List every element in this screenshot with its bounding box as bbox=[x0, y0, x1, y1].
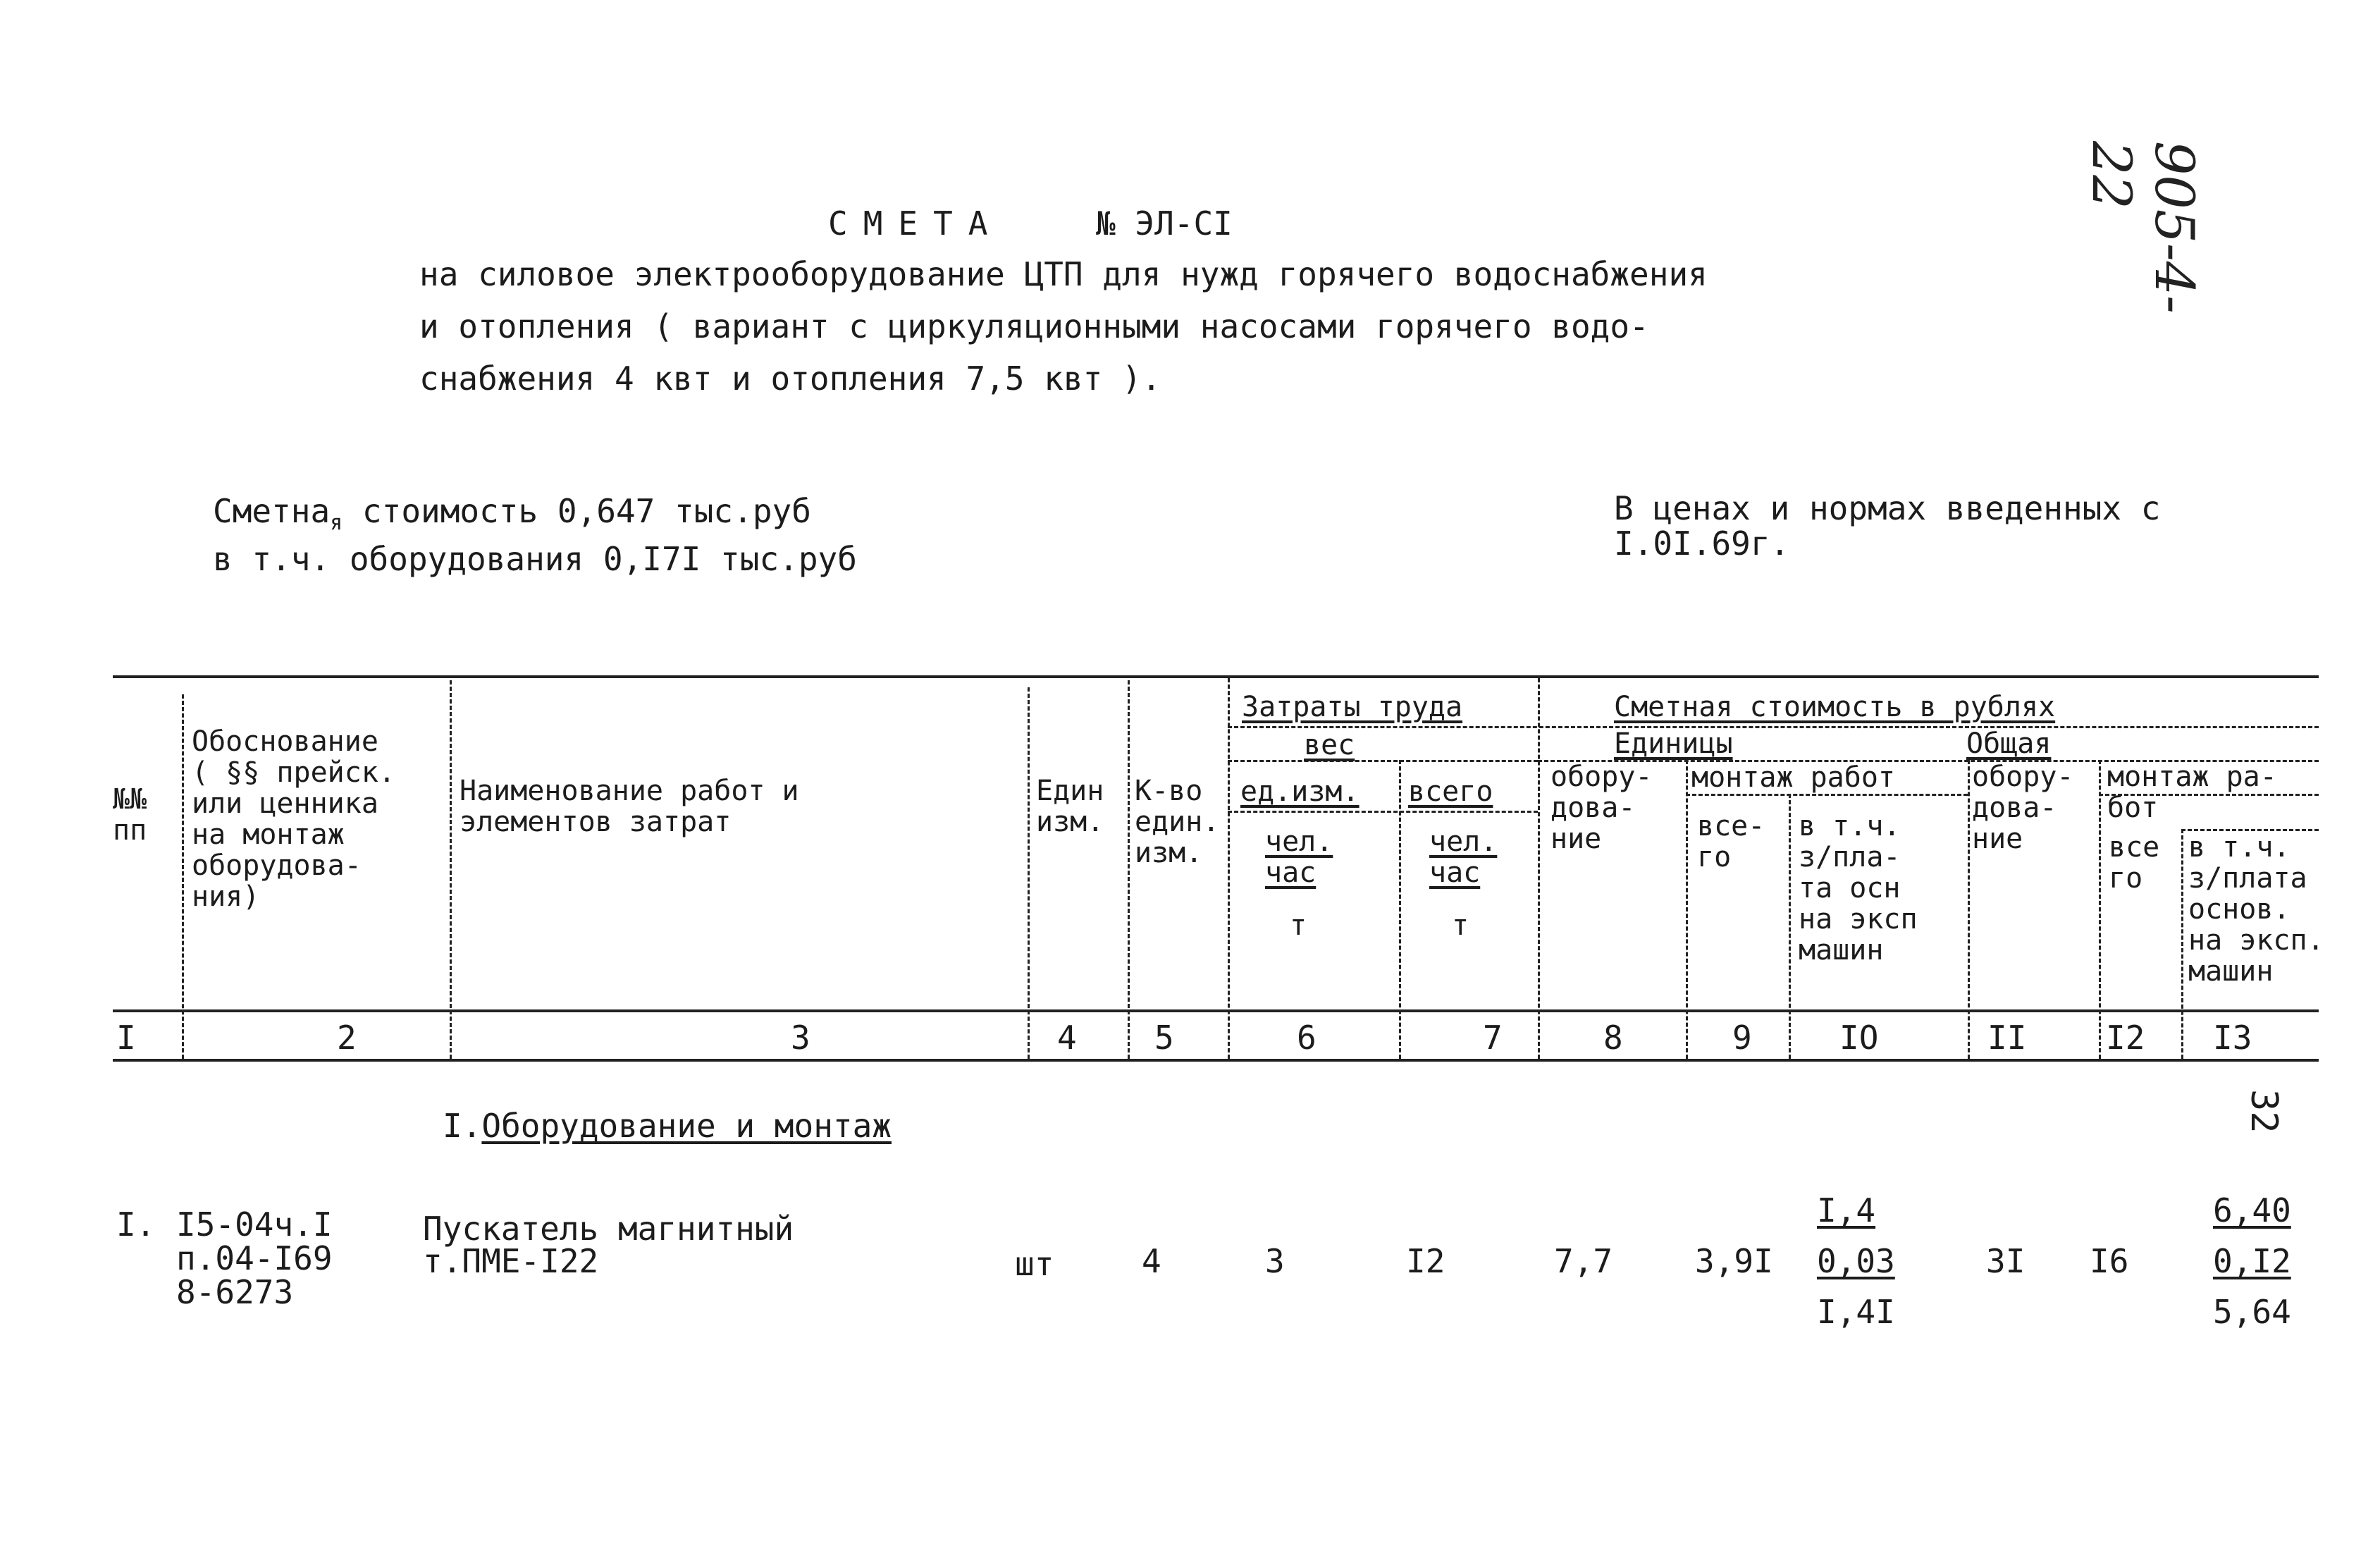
header-col-4: Един изм. bbox=[1036, 775, 1104, 838]
header-col-7: чел. час bbox=[1429, 825, 1498, 889]
prices-note-1: В ценах и нормах введенных с bbox=[1614, 489, 2161, 527]
row-basis-2: п.04-I69 bbox=[176, 1239, 333, 1277]
header-col-12: все го bbox=[2109, 831, 2160, 895]
row-c10-mid: 0,03 bbox=[1817, 1242, 1895, 1280]
estimated-cost-a: Сметна bbox=[213, 492, 331, 530]
header-col-10: в т.ч. з/пла- та осн на эксп машин bbox=[1799, 810, 1918, 966]
row-c13-bot: 5,64 bbox=[2213, 1293, 2291, 1331]
col-number-8: 8 bbox=[1603, 1019, 1623, 1057]
row-name-2: т.ПМЕ-I22 bbox=[423, 1242, 599, 1280]
col-number-1: I bbox=[116, 1019, 136, 1057]
row-c13-top: 6,40 bbox=[2213, 1191, 2291, 1229]
col-number-7: 7 bbox=[1483, 1019, 1503, 1057]
estimated-cost-b: стоимость 0,647 тыс.руб bbox=[343, 492, 811, 530]
prices-note-2: I.0I.69г. bbox=[1614, 524, 1790, 563]
header-col-13: в т.ч. з/плата основ. на эксп. машин bbox=[2188, 831, 2324, 988]
row-number: I. bbox=[116, 1205, 156, 1244]
header-col-7-t: т bbox=[1452, 909, 1469, 942]
col-number-10: IO bbox=[1839, 1019, 1879, 1057]
header-total: всего bbox=[1408, 775, 1493, 808]
row-basis-3: 8-6273 bbox=[176, 1273, 294, 1311]
row-mont-unit-total: 3,9I bbox=[1695, 1242, 1773, 1280]
section-number: I. bbox=[443, 1107, 482, 1145]
row-name-1: Пускатель магнитный bbox=[423, 1210, 794, 1248]
row-c10-bot: I,4I bbox=[1817, 1293, 1895, 1331]
doc-title: СМЕТА bbox=[828, 204, 1004, 242]
document-stamp: 905-4-22 bbox=[2080, 141, 2206, 314]
header-mont-total: монтаж ра- бот bbox=[2107, 761, 2277, 824]
col-number-6: 6 bbox=[1297, 1019, 1317, 1057]
header-weight: вес bbox=[1304, 729, 1355, 761]
row-equip-unit: 7,7 bbox=[1554, 1242, 1613, 1280]
estimated-cost bbox=[213, 492, 811, 535]
row-c13-mid: 0,I2 bbox=[2213, 1242, 2291, 1280]
header-total-cost: Общая bbox=[1966, 727, 2052, 760]
row-mont-total: I6 bbox=[2090, 1242, 2129, 1280]
header-col-11: обору- дова- ние bbox=[1972, 761, 2074, 855]
title-line-1: на силовое электрооборудование ЦТП для нужд горячего водоснабжения bbox=[419, 255, 1708, 293]
title-line-2: и отопления ( вариант с циркуляционными насосами горячего водо- bbox=[419, 307, 1649, 345]
section-heading bbox=[443, 1107, 892, 1145]
header-unit-cost: Единицы bbox=[1614, 727, 1733, 760]
row-unit: шт bbox=[1015, 1245, 1054, 1283]
col-number-12: I2 bbox=[2106, 1019, 2145, 1057]
header-col-5: К-во един. изм. bbox=[1135, 775, 1220, 869]
header-col-3: Наименование работ и элементов затрат bbox=[460, 775, 799, 838]
header-unit: ед.изм. bbox=[1240, 775, 1359, 808]
header-labor: Затраты труда bbox=[1242, 691, 1463, 723]
col-number-5: 5 bbox=[1154, 1019, 1174, 1057]
col-number-2: 2 bbox=[337, 1019, 357, 1057]
col-number-9: 9 bbox=[1732, 1019, 1752, 1057]
row-basis-1: I5-04ч.I bbox=[176, 1205, 333, 1244]
header-col-6-t: т bbox=[1290, 909, 1307, 942]
row-qty: 4 bbox=[1142, 1242, 1161, 1280]
col-number-11: II bbox=[1987, 1019, 2027, 1057]
equipment-cost: в т.ч. оборудования 0,I7I тыс.руб bbox=[213, 540, 857, 578]
header-col-1: №№ пп bbox=[113, 783, 147, 847]
row-labor-unit: 3 bbox=[1265, 1242, 1285, 1280]
row-labor-total: I2 bbox=[1406, 1242, 1445, 1280]
header-cost: Сметная стоимость в рублях bbox=[1614, 691, 2056, 723]
header-col-2: Обоснование ( §§ прейск. или ценника на монтаж оборудова- ния) bbox=[192, 725, 395, 913]
page-number: 32 bbox=[2243, 1089, 2285, 1134]
header-col-9: все- го bbox=[1697, 810, 1765, 873]
row-equip-total: 3I bbox=[1986, 1242, 2026, 1280]
row-c10-top: I,4 bbox=[1817, 1191, 1876, 1229]
col-number-3: 3 bbox=[791, 1019, 810, 1057]
header-mont-unit: монтаж работ bbox=[1691, 761, 1895, 794]
header-col-8: обору- дова- ние bbox=[1550, 761, 1653, 855]
estimated-cost-sub: я bbox=[330, 510, 343, 536]
section-title: Оборудование и монтаж bbox=[481, 1107, 892, 1145]
col-number-13: I3 bbox=[2213, 1019, 2252, 1057]
col-number-4: 4 bbox=[1057, 1019, 1077, 1057]
doc-number: № ЭЛ-СI bbox=[1096, 204, 1233, 242]
header-col-6: чел. час bbox=[1265, 825, 1333, 889]
title-line-3: снабжения 4 квт и отопления 7,5 квт ). bbox=[419, 360, 1161, 398]
